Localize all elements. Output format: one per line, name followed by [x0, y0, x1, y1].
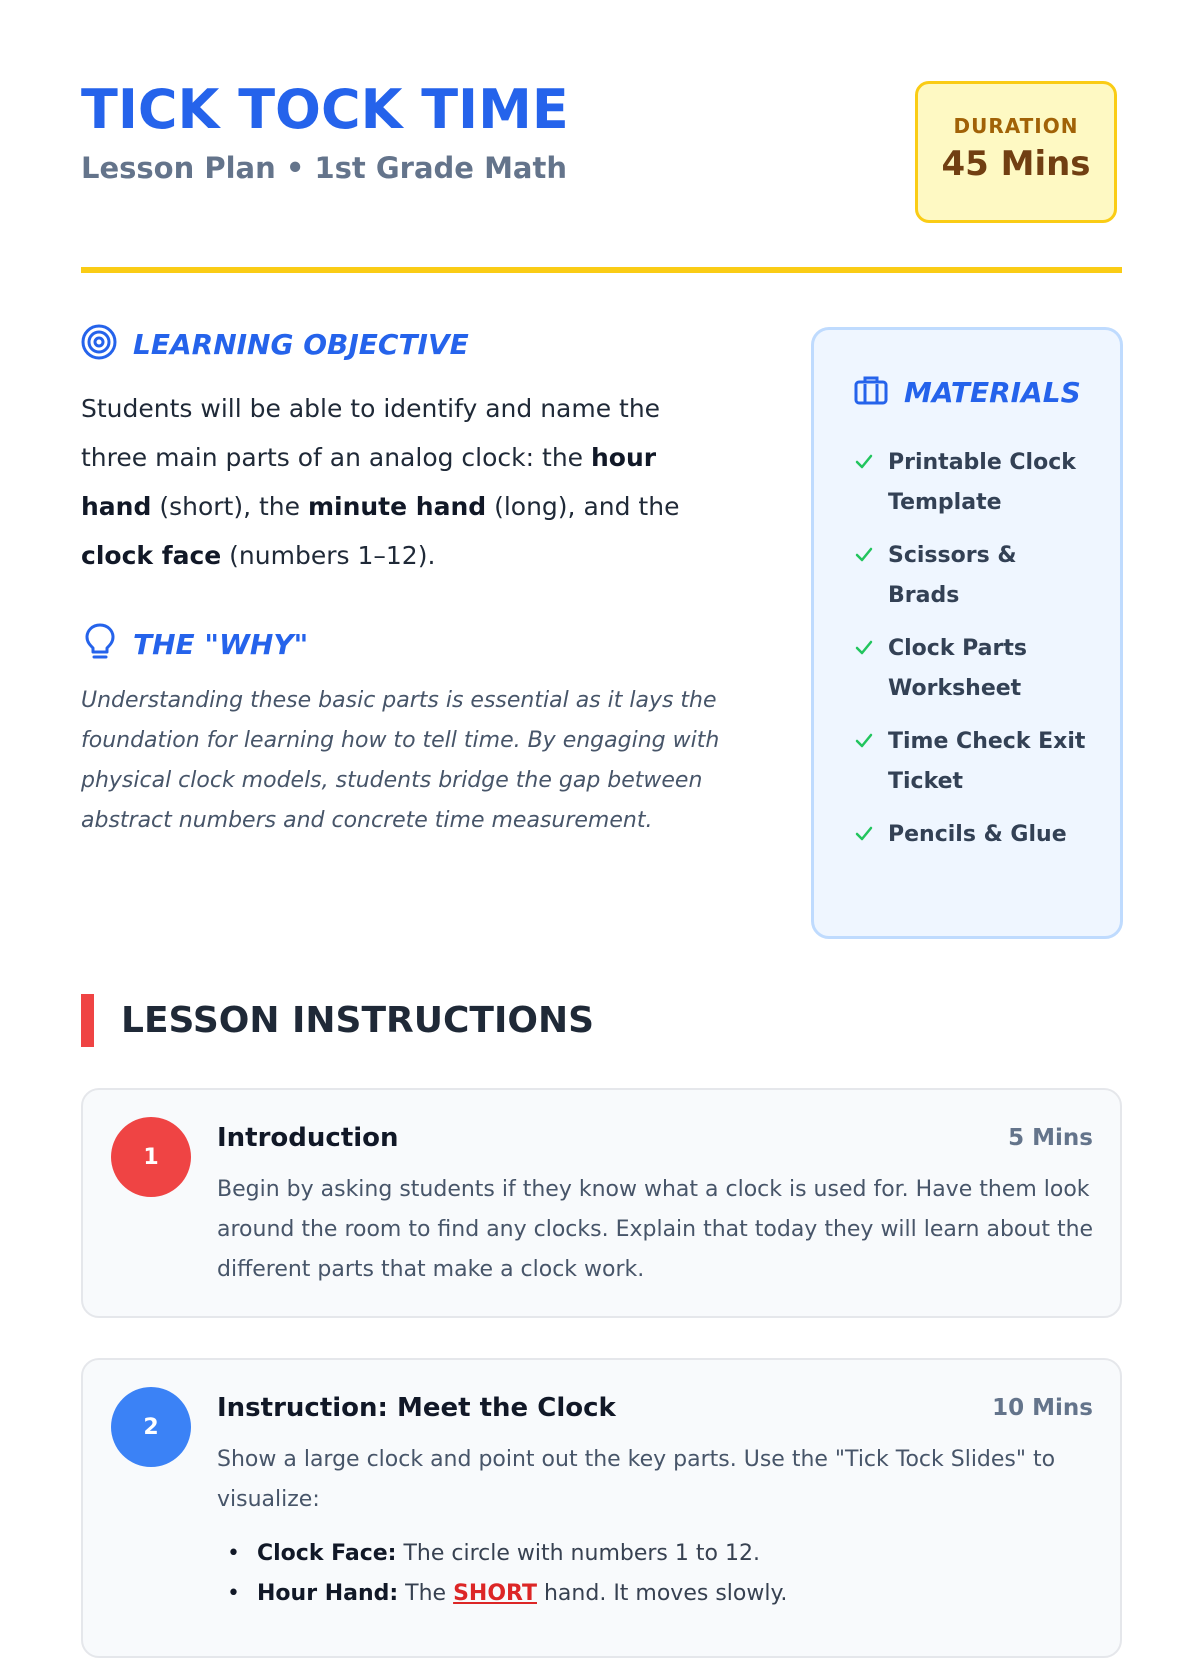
- step-number-badge: 2: [111, 1387, 191, 1467]
- step-number-badge: 1: [111, 1117, 191, 1197]
- step-description: Show a large clock and point out the key parts. Use the "Tick Tock Slides" to visualize:: [217, 1447, 1056, 1512]
- list-item: Printable Clock Template: [854, 443, 1094, 523]
- clock-parts-list: [217, 1534, 787, 1614]
- list-item: Clock Parts Worksheet: [854, 629, 1094, 709]
- objective-heading: [81, 324, 469, 364]
- step-title: Introduction: [217, 1123, 399, 1153]
- step-duration: 5 Mins: [1008, 1125, 1093, 1151]
- list-item: • Hour Hand: The SHORT hand. It moves slowly.: [217, 1574, 787, 1614]
- list-item: • Clock Face: The circle with numbers 1 to 12.: [217, 1534, 787, 1574]
- check-icon: [854, 823, 876, 847]
- heading-accent-bar: [81, 994, 94, 1047]
- materials-title: MATERIALS: [904, 375, 1081, 409]
- check-icon: [854, 637, 876, 661]
- lightbulb-icon: [83, 622, 117, 666]
- materials-card: [811, 327, 1123, 939]
- materials-heading: [854, 375, 1081, 409]
- check-icon: [854, 730, 876, 754]
- list-item: Time Check Exit Ticket: [854, 722, 1094, 802]
- briefcase-icon: [854, 375, 888, 409]
- instructions-title: LESSON INSTRUCTIONS: [121, 1000, 595, 1041]
- check-icon: [854, 544, 876, 568]
- step-card-introduction: [81, 1088, 1122, 1318]
- step-card-meet-the-clock: [81, 1358, 1122, 1658]
- duration-badge: [915, 81, 1117, 223]
- header-divider: [81, 267, 1122, 273]
- why-heading: [83, 622, 308, 666]
- list-item: Pencils & Glue: [854, 815, 1094, 855]
- check-icon: [854, 451, 876, 475]
- why-title: THE "WHY": [133, 627, 309, 661]
- page-subtitle: Lesson Plan • 1st Grade Math: [81, 151, 568, 185]
- step-duration: 10 Mins: [992, 1395, 1093, 1421]
- list-item: Scissors & Brads: [854, 536, 1094, 616]
- target-icon: [81, 324, 117, 364]
- step-description: Begin by asking students if they know what a clock is used for. Have them look around the room to find any clocks. Explain that today they will learn about the different parts that make a clock work.: [217, 1177, 1094, 1282]
- why-text: Understanding these basic parts is essential as it lays the foundation for learning how to tell time. By engaging with physical clock models, students bridge the gap between abstract numbers and concrete time measurement.: [81, 688, 720, 833]
- duration-value: 45 Mins: [941, 144, 1091, 184]
- objective-text: Students will be able to identify and name the three main parts of an analog clock: the hour hand (short), the minute hand (long), and the clock face (numbers 1–12).: [81, 394, 680, 570]
- step-title: Instruction: Meet the Clock: [217, 1393, 616, 1423]
- duration-label: DURATION: [953, 114, 1079, 138]
- page-title: TICK TOCK TIME: [81, 78, 569, 141]
- materials-list: [854, 443, 1094, 868]
- objective-title: LEARNING OBJECTIVE: [133, 327, 469, 361]
- instructions-heading: [81, 994, 594, 1047]
